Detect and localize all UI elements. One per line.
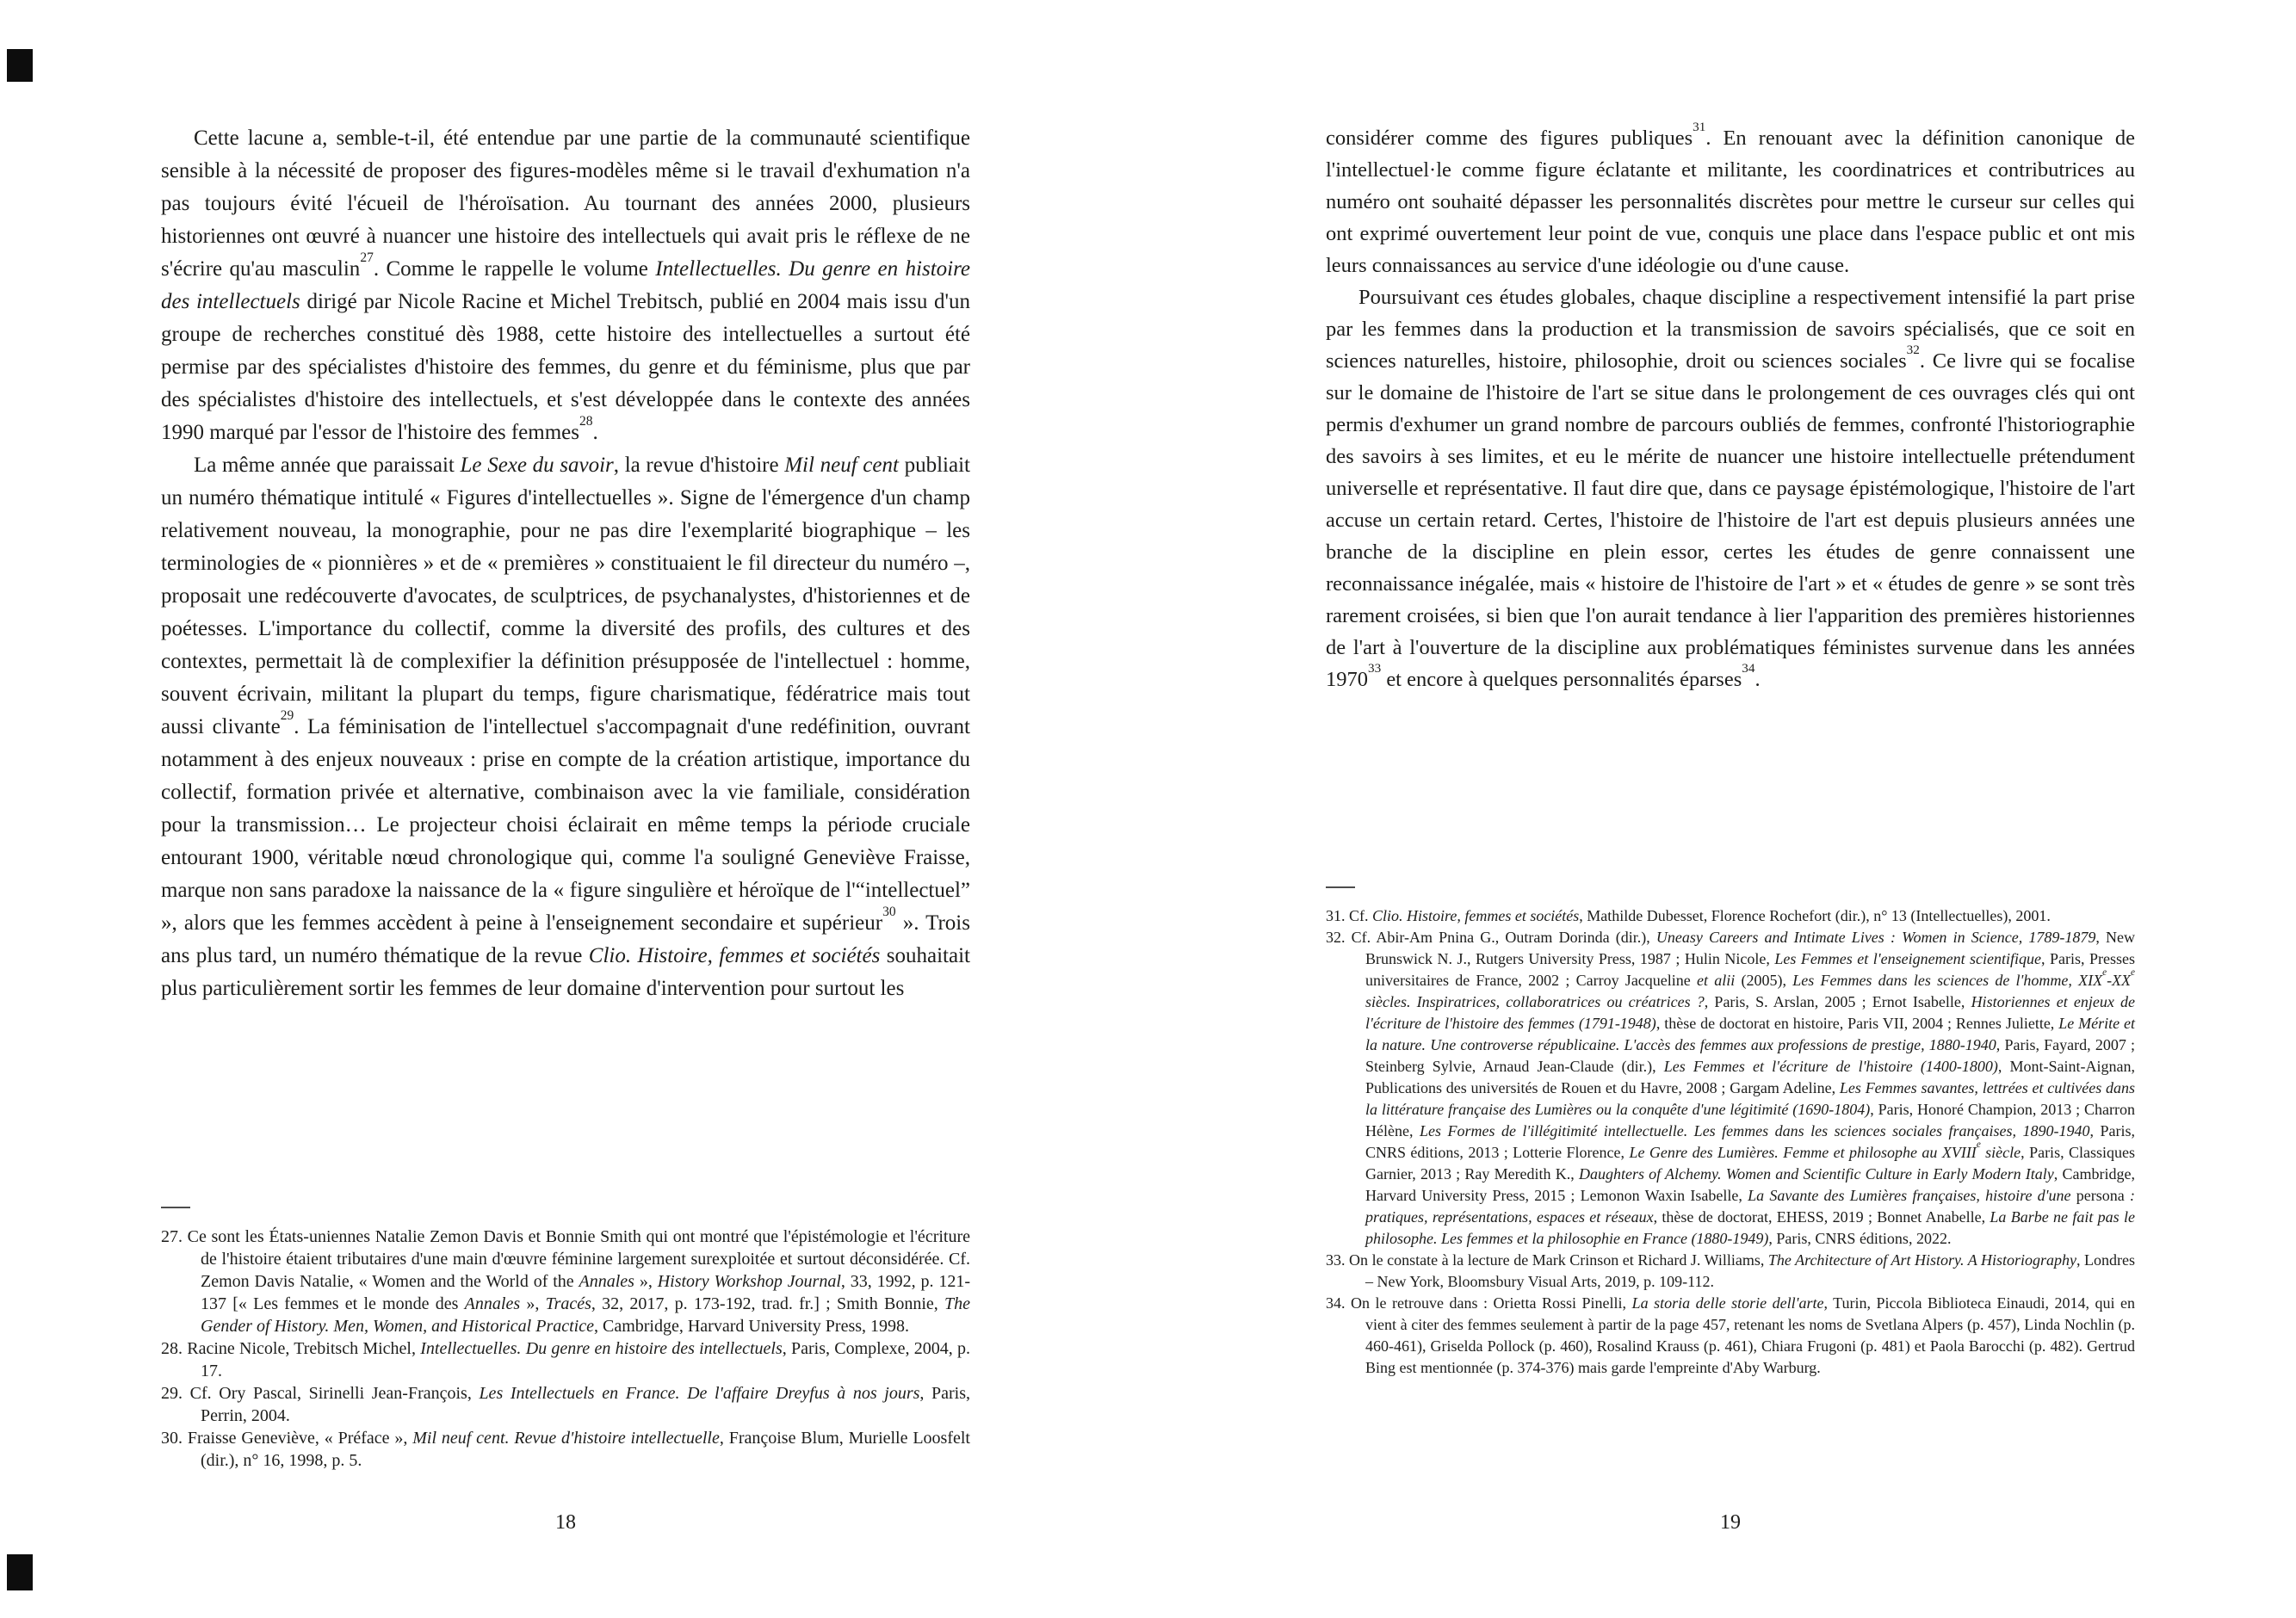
text-segment: Les Femmes savantes, lettrées et cultivées dans la littérature française des Lumières ou la conquête d'une légitimité (1690-1804)	[1365, 1079, 2135, 1118]
paragraph	[1326, 122, 2135, 281]
text-segment: Mil neuf cent	[784, 454, 899, 477]
text-segment: , thèse de doctorat, EHESS, 2019 ; Bonnet Anabelle,	[1653, 1208, 1990, 1226]
text-segment: Cf.	[1349, 907, 1372, 924]
text-segment: (2005),	[1735, 972, 1793, 989]
text-segment: siècles. Inspiratrices, collaboratrices ou créatrices ?	[1365, 993, 1705, 1010]
text-segment: Le Sexe du savoir	[460, 454, 614, 477]
text-segment: , 32, 2017, p. 173-192, trad. fr.] ; Smith Bonnie,	[591, 1294, 944, 1313]
text-segment: Les Femmes dans les sciences de l'homme, XIX	[1792, 972, 2103, 989]
text-segment: La même année que paraissait	[194, 454, 461, 477]
text-segment: considérer comme des figures publiques	[1326, 127, 1693, 150]
text-segment: publiait un numéro thématique intitulé « Figures d'intellectuelles ». Signe de l'émergence d'un champ relativement nouveau, la monographie, pour ne pas dire l'exemplarité biographique – les terminologies de « pionnières » et de « premières » constituaient le fil directeur du numéro –, proposait une redécouverte d'avocates, de sculptrices, de psychanalystes, d'historiennes et de poétesses. L'importance du collectif, comme la diversité des profils, des cultures et des contextes, permettait là de complexifier la définition présupposée de l'intellectuel : homme, souvent écrivain, militant la plupart du temps, figure charismatique, fédératrice mais tout aussi clivante	[161, 454, 970, 738]
footnote-reference: 27	[360, 250, 374, 265]
text-segment: , la revue d'histoire	[613, 454, 785, 477]
body-text-right	[1326, 122, 2135, 695]
text-segment: On le constate à la lecture de Mark Crinson et Richard J. Williams,	[1349, 1251, 1768, 1269]
footnote-reference: 30	[882, 904, 896, 919]
text-segment: History Workshop Journal	[657, 1272, 841, 1291]
footnote-reference: 34	[1742, 661, 1755, 676]
text-segment: et alii	[1697, 972, 1736, 989]
text-segment: , Paris, CNRS éditions, 2013 ; Lotterie Florence,	[1365, 1122, 2136, 1161]
text-segment: The Architecture of Art History. A Historiography	[1767, 1251, 2076, 1269]
text-segment: Cf. Abir-Am Pnina G., Outram Dorinda (dir.),	[1351, 929, 1656, 946]
text-segment: , Cambridge, Harvard University Press, 2015 ; Lemonon Waxin Isabelle,	[1365, 1165, 2135, 1204]
text-segment: ». Trois ans plus tard, un numéro thématique de la revue	[161, 911, 970, 967]
text-segment: Fraisse Geneviève, « Préface »,	[187, 1429, 413, 1448]
footnote-reference: e	[1976, 1139, 1981, 1150]
text-segment: , Paris, Complexe, 2004, p. 17.	[201, 1339, 971, 1380]
footnote-reference: 31	[1693, 120, 1706, 135]
text-segment: , Paris, Classiques Garnier, 2013 ; Ray Meredith K.,	[1365, 1144, 2135, 1183]
footnote-number: 27.	[161, 1227, 188, 1246]
text-segment: et encore à quelques personnalités éparses	[1381, 668, 1742, 691]
footnote-number: 31.	[1326, 907, 1349, 924]
text-segment: . La féminisation de l'intellectuel s'accompagnait d'une redéfinition, ouvrant notamment à des enjeux nouveaux : prise en compte de la création artistique, importance du collectif, formation privée et alternative, combinaison avec la vie familiale, considération pour la transmission… Le projecteur choisi éclairait en même temps la période cruciale entourant 1900, véritable nœud chronologique qui, comme l'a souligné Geneviève Fraisse, marque non sans paradoxe la naissance de la « figure singulière et héroïque de l'“intellectuel” », alors que les femmes accèdent à peine à l'enseignement secondaire et supérieur	[161, 715, 970, 935]
text-segment: . Comme le rappelle le volume	[373, 257, 656, 281]
footnote-number: 32.	[1326, 929, 1352, 946]
text-segment: Racine Nicole, Trebitsch Michel,	[187, 1339, 421, 1358]
footnote	[1326, 1293, 2135, 1379]
text-segment: Cette lacune a, semble-t-il, été entendue par une partie de la communauté scientifique sensible à la nécessité de proposer des figures-modèles même si le travail d'exhumation n'a pas toujours évité l'écueil de l'héroïsation. Au tournant des années 2000, plusieurs historiennes ont œuvré à nuancer une histoire des intellectuels qui avait pris le réflexe de ne s'écrire qu'au masculin	[161, 127, 970, 281]
text-segment: , Paris, Presses universitaires de France, 2002 ; Carroy Jacqueline	[1365, 950, 2136, 989]
text-segment: Les Formes de l'illégitimité intellectuelle. Les femmes dans les sciences sociales françaises, 1890-1940	[1419, 1122, 2090, 1139]
text-segment: Le Mérite et la nature. Une controverse républicaine. L'accès des femmes aux professions de prestige, 1880-1940	[1365, 1015, 2135, 1053]
page-number-right: 19	[1720, 1511, 1741, 1534]
footnote-separator-right	[1326, 886, 1355, 888]
text-segment: siècle	[1980, 1144, 2021, 1161]
text-segment: , Paris, CNRS éditions, 2022.	[1768, 1230, 1952, 1247]
footnote-number: 33.	[1326, 1251, 1350, 1269]
text-segment: Poursuivant ces études globales, chaque discipline a respectivement intensifié la part prise par les femmes dans la production et la transmission de savoirs spécialisés, que ce soit en sciences naturelles, histoire, philosophie, droit ou sciences sociales	[1326, 286, 2135, 373]
text-segment: , Londres – New York, Bloomsbury Visual Arts, 2019, p. 109-112.	[1365, 1251, 2136, 1290]
text-segment: Uneasy Careers and Intimate Lives : Women in Science, 1789-1879	[1655, 929, 2096, 946]
text-segment: . Ce livre qui se focalise sur le domaine de l'histoire de l'art se situe dans le prolongement de ces ouvrages clés qui ont permis d'exhumer un grand nombre de parcours oubliés de femmes, confronté l'historiographie des savoirs à ses limites, et eu le mérite de nuancer une histoire intellectuelle prétendument universelle et représentative. Il faut dire que, dans ce paysage épistémologique, l'histoire de l'art accuse un certain retard. Certes, l'histoire de l'histoire de l'art est depuis plusieurs années une branche de la discipline en plein essor, certes les études de genre connaissent une reconnaissance inégalée, mais « histoire de l'histoire de l'art » et « études de genre » se sont très rarement croisées, si bien que l'on aurait tendance à lier l'apparition des premières historiennes de l'art à l'ouverture de la discipline aux problématiques féministes survenue dans les années 1970	[1326, 349, 2135, 691]
text-segment: Annales	[464, 1294, 521, 1313]
text-segment: Intellectuelles. Du genre en histoire des intellectuels	[161, 257, 970, 313]
text-segment: : pratiques, représentations, espaces et réseaux	[1365, 1187, 2135, 1226]
text-segment: , thèse de doctorat en histoire, Paris VII, 2004 ; Rennes Juliette,	[1655, 1015, 2059, 1032]
text-segment: , Mathilde Dubesset, Florence Rochefort (dir.), n° 13 (Intellectuelles), 2001.	[1579, 907, 2051, 924]
text-segment: Cf. Ory Pascal, Sirinelli Jean-François,	[189, 1384, 480, 1403]
footnote-reference: e	[2131, 966, 2135, 978]
text-segment: Mil neuf cent. Revue d'histoire intellectuelle	[412, 1429, 720, 1448]
text-segment: , Paris, Fayard, 2007 ; Steinberg Sylvie, Arnaud Jean-Claude (dir.),	[1365, 1036, 2136, 1075]
text-segment: »,	[520, 1294, 546, 1313]
text-segment: , Mont-Saint-Aignan, Publications des universités de Rouen et du Havre, 2008 ; Gargam Adeline,	[1365, 1058, 2135, 1096]
footnote-number: 34.	[1326, 1294, 1352, 1312]
text-segment: La storia delle storie dell'arte	[1631, 1294, 1824, 1312]
text-segment: Les Femmes et l'écriture de l'histoire (1400-1800)	[1663, 1058, 1998, 1075]
text-segment: »,	[634, 1272, 658, 1291]
text-segment: , Turin, Piccola Biblioteca Einaudi, 2014, qui en vient à citer des femmes seulement à partir de la page 457, retenant les noms de Svetlana Alpers (p. 457), Linda Nochlin (p. 460-461), Griselda Pollock (p. 460), Rosalind Krauss (p. 461), Chiara Frugoni (p. 481) et Paola Barocchi (p. 482). Gertrud Bing est mentionnée (p. 374-376) mais garde l'empreinte d'Aby Warburg.	[1365, 1294, 2136, 1376]
footnote-reference: 33	[1368, 661, 1382, 676]
text-segment: Daughters of Alchemy. Women and Scientific Culture in Early Modern Italy	[1578, 1165, 2054, 1183]
text-segment: dirigé par Nicole Racine et Michel Trebitsch, publié en 2004 mais issu d'un groupe de recherches constitué dès 1988, cette histoire des intellectuelles a surtout été permise par des spécialistes d'histoire des femmes, du genre et du féminisme, plus que par des spécialistes d'histoire des intellectuels, et s'est développée dans le contexte des années 1990 marqué par l'essor de l'histoire des femmes	[161, 290, 970, 444]
text-segment: The Gender of History. Men, Women, and Historical Practice	[201, 1294, 970, 1336]
text-segment: La Savante des Lumières françaises, histoire d'une	[1748, 1187, 2076, 1204]
footnote-number: 30.	[161, 1429, 188, 1448]
text-segment: Le Genre des Lumières. Femme et philosophe au XVIII	[1629, 1144, 1977, 1161]
text-segment: Historiennes et enjeux de l'écriture de l'histoire des femmes (1791-1948)	[1365, 993, 2136, 1032]
page-number-left: 18	[555, 1511, 576, 1534]
footnotes-right	[1326, 905, 2135, 1379]
footnote	[1326, 1250, 2135, 1293]
text-segment: souhaitait plus particulièrement sortir les femmes de leur domaine d'intervention pour surtout les	[161, 944, 970, 1000]
text-segment: Intellectuelles. Du genre en histoire des intellectuels	[420, 1339, 783, 1358]
text-segment: Les Intellectuels en France. De l'affaire Dreyfus à nos jours	[479, 1384, 920, 1403]
text-segment: , Françoise Blum, Murielle Loosfelt (dir.), n° 16, 1998, p. 5.	[201, 1429, 970, 1470]
footnote-reference: 28	[579, 413, 593, 429]
footnote-reference: 32	[1906, 343, 1920, 358]
text-segment: .	[592, 421, 598, 444]
paragraph	[1326, 281, 2135, 695]
footnote-number: 28.	[161, 1339, 188, 1358]
text-segment: , 33, 1992, p. 121-137 [« Les femmes et le monde des	[201, 1272, 970, 1313]
footnote	[1326, 927, 2135, 1250]
text-segment: Annales	[579, 1272, 634, 1291]
footnote-reference: e	[2102, 966, 2107, 978]
text-segment: La Barbe ne fait pas le philosophe. Les femmes et la philosophie en France (1880-1949)	[1365, 1208, 2135, 1247]
text-segment: . En renouant avec la définition canonique de l'intellectuel·le comme figure éclatante et militante, les coordinatrices et contributrices au numéro ont souhaité dépasser les personnalités discrètes pour mettre le curseur sur celles qui ont exprimé ouvertement leur point de vue, conquis une place dans l'espace public et ont mis leurs connaissances au service d'une idéologie ou d'une cause.	[1326, 127, 2135, 277]
text-segment: Les Femmes et l'enseignement scientifique	[1774, 950, 2042, 967]
text-segment: , Cambridge, Harvard University Press, 1998.	[593, 1317, 910, 1336]
footnote	[1326, 905, 2135, 927]
text-segment: , Paris, Honoré Champion, 2013 ; Charron Hélène,	[1365, 1101, 2135, 1139]
footnote-number: 29.	[161, 1384, 190, 1403]
text-segment: Tracés	[545, 1294, 591, 1313]
text-segment: On le retrouve dans : Orietta Rossi Pinelli,	[1351, 1294, 1632, 1312]
text-segment: , Paris, Perrin, 2004.	[201, 1384, 971, 1425]
text-segment: .	[1754, 668, 1761, 691]
text-segment: persona	[2076, 1187, 2125, 1204]
text-segment: , Paris, S. Arslan, 2005 ; Ernot Isabelle,	[1704, 993, 1971, 1010]
text-segment: -XX	[2107, 972, 2132, 989]
text-segment: Clio. Histoire, femmes et sociétés	[1372, 907, 1580, 924]
text-segment: Clio. Histoire, femmes et sociétés	[588, 944, 881, 967]
footnote-reference: 29	[280, 707, 294, 723]
text-segment: Ce sont les États-uniennes Natalie Zemon Davis et Bonnie Smith qui ont montré que l'épistémologie et l'écriture de l'histoire étaient tributaires d'une main d'œuvre féminine largement surexploitée et surtout déconsidérée. Cf. Zemon Davis Natalie, « Women and the World of the	[187, 1227, 971, 1291]
text-segment: , New Brunswick N. J., Rutgers University Press, 1987 ; Hulin Nicole,	[1365, 929, 2136, 967]
